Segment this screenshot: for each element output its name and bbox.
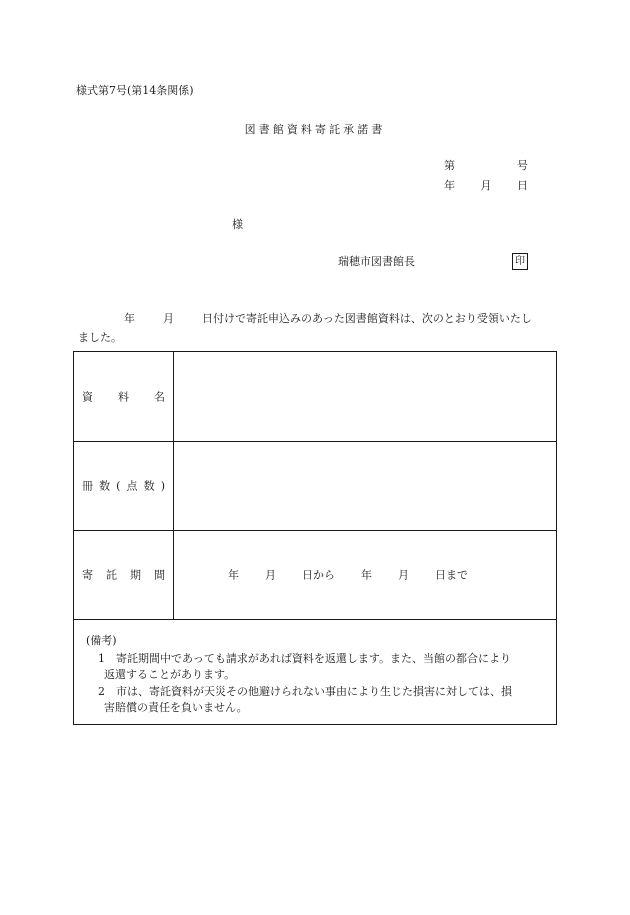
table-row-quantity: [74, 442, 556, 531]
label-char: 資: [82, 390, 93, 403]
issuer-name: 瑞穂市図書館長: [338, 255, 415, 268]
period-end-day: 日まで: [435, 568, 468, 582]
form-number: 様式第7号(第14条関係): [76, 84, 194, 97]
seal-mark: 印: [512, 253, 528, 270]
body-text-line-1: [124, 313, 532, 324]
note-item-2-line-2: 害賠償の責任を負いません。: [104, 701, 248, 714]
label-char: 点: [126, 479, 138, 493]
document-number-line: [444, 160, 528, 171]
label-char: 寄: [82, 568, 93, 582]
document-date-line: [444, 180, 528, 191]
material-name-label: [82, 391, 165, 402]
body-month: 月: [163, 312, 174, 325]
number-prefix: 第: [444, 159, 455, 172]
label-char: (: [116, 479, 121, 493]
notes-heading: (備考): [86, 634, 117, 647]
entrustment-table: [73, 351, 557, 725]
material-name-label-cell: [74, 352, 174, 441]
body-year: 年: [124, 312, 135, 325]
note-item-2-line-1: 2 市は、寄託資料が天災その他避けられない事由により生じた損害に対しては、損: [98, 685, 512, 698]
quantity-label: [82, 481, 165, 492]
quantity-label-cell: [74, 442, 174, 530]
document-title: 図書館資料寄託承諾書: [244, 123, 386, 136]
note-item-1-line-1: 1 寄託期間中であっても請求があれば資料を返還します。また、当館の都合により: [98, 652, 512, 665]
number-suffix: 号: [517, 159, 528, 172]
table-row-material-name: [74, 352, 556, 442]
period-text: [228, 570, 468, 581]
period-start-month: 月: [265, 568, 276, 582]
date-month: 月: [480, 179, 492, 192]
date-day: 日: [517, 179, 528, 192]
body-line1-text: 日付けで寄託申込みのあった図書館資料は、次のとおり受領いたし: [202, 312, 532, 325]
label-char: 間: [154, 568, 165, 582]
label-char: 数: [143, 479, 155, 493]
period-label-cell: [74, 531, 174, 619]
period-start-year: 年: [228, 568, 239, 582]
label-char: 数: [99, 479, 111, 493]
quantity-field[interactable]: [174, 442, 556, 530]
period-end-year: 年: [361, 568, 372, 582]
period-field[interactable]: [174, 531, 556, 619]
label-char: 託: [106, 568, 117, 582]
note-item-1-line-2: 返還することがあります。: [104, 668, 236, 681]
label-char: 料: [118, 390, 129, 403]
table-row-period: [74, 531, 556, 620]
period-start-day: 日から: [302, 568, 335, 582]
period-end-month: 月: [398, 568, 409, 582]
addressee-honorific: 様: [232, 218, 243, 231]
label-char: 名: [154, 390, 165, 403]
material-name-field[interactable]: [174, 352, 556, 441]
label-char: ): [160, 479, 165, 493]
notes-section: [74, 620, 556, 724]
period-label: [82, 570, 165, 581]
body-text-line-2: ました。: [78, 331, 122, 344]
label-char: 冊: [82, 479, 93, 493]
label-char: 期: [130, 568, 141, 582]
date-year: 年: [444, 179, 455, 192]
